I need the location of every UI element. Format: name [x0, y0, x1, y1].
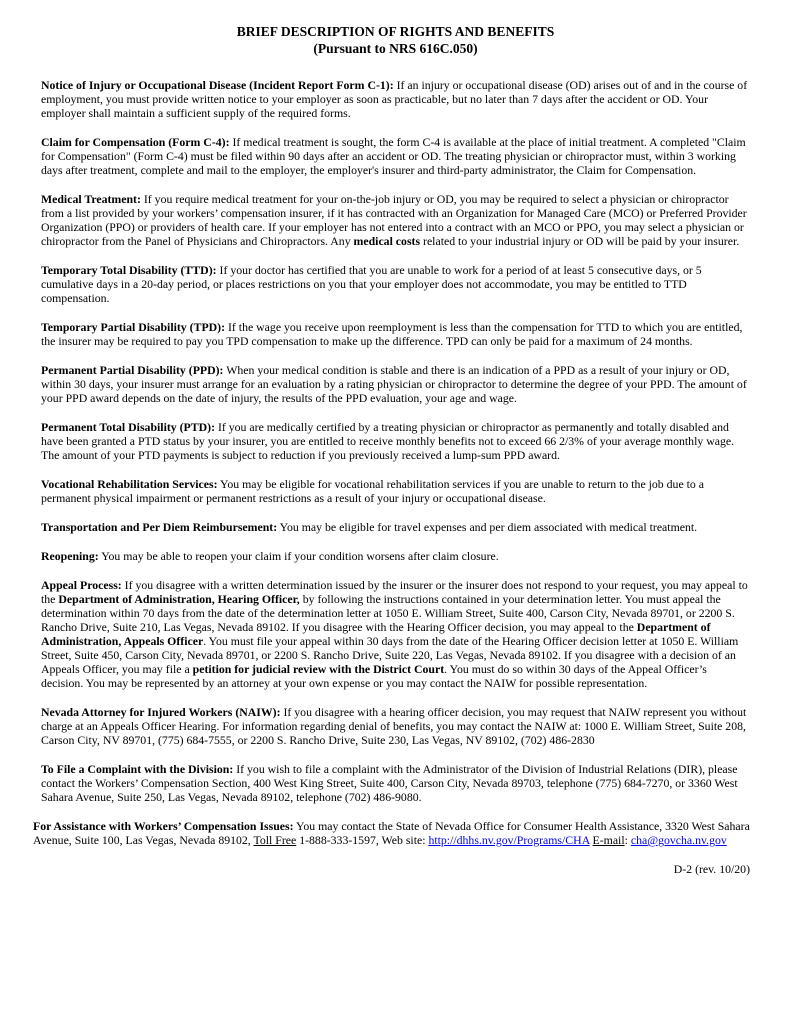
paragraph-permanent-total-disability	[41, 420, 750, 462]
paragraph-reopening	[41, 549, 750, 563]
paragraph-permanent-partial-disability	[41, 363, 750, 405]
text-run: If you require medical treatment for your on-the-job injury or OD, you may be required to select a physician or chiropractor from a list provided by your workers’ compensation insurer, if it has contracted with an Organization for Managed Care (MCO) or Preferred Provider Organization (PPO) or providers of health care. If your employer has not entered into a contract with an MCO or PPO, you may select a physician or chiropractor from the Panel of Physicians and Chiropractors. Any	[41, 192, 747, 248]
run-in-heading: Medical Treatment:	[41, 192, 141, 206]
title-line-1: BRIEF DESCRIPTION OF RIGHTS AND BENEFITS	[236, 24, 555, 39]
text-run: If your doctor has certified that you are unable to work for a period of at least 5 consecutive days, or 5 cumulative days in a 20-day period, or places restrictions on you that your employer does not accommodate, you may be entitled to TTD compensation.	[41, 263, 702, 305]
text-run: If you wish to file a complaint with the Administrator of the Division of Industrial Relations (DIR), please contact the Workers’ Compensation Section, 400 West King Street, Suite 400, Carson City, Nevada 89703, telephone (775) 684-7270, or 3360 West Sahara Avenue, Suite 250, Las Vegas, Nevada 89102, telephone (702) 486-9080.	[41, 762, 738, 804]
title-line-2: (Pursuant to NRS 616C.050)	[313, 41, 478, 56]
paragraph-transportation-per-diem	[41, 520, 750, 534]
run-in-heading: Transportation and Per Diem Reimbursement:	[41, 520, 278, 534]
paragraph-notice-of-injury	[41, 78, 750, 120]
text-run: . You must do so within 30 days of the Appeal Officer’s decision. You may be represented by an attorney at your own expense or you may contact the NAIW for possible representation.	[41, 662, 707, 690]
run-in-heading: Reopening:	[41, 549, 99, 563]
paragraph-medical-treatment	[41, 192, 750, 248]
text-run: . You must file your appeal within 30 days from the date of the Hearing Officer decision letter at 1050 E. William Street, Suite 450, Carson City, Nevada 89701, or 2200 S. Rancho Drive, Suite 220, Las Vegas, Nevada 89102. If you disagree with a decision of an Appeals Officer, you may file a	[41, 634, 739, 676]
paragraph-temporary-partial-disability	[41, 320, 750, 348]
paragraph-file-complaint-division	[41, 762, 750, 804]
paragraph-vocational-rehabilitation	[41, 477, 750, 505]
text-run: You may contact the State of Nevada Office for Consumer Health Assistance, 3320 West Sahara Avenue, Suite 100, Las Vegas, Nevada 89102,	[33, 819, 750, 847]
run-in-heading: Permanent Total Disability (PTD):	[41, 420, 215, 434]
text-run: If you are medically certified by a treating physician or chiropractor as permanently and totally disabled and have been granted a PTD status by your insurer, you are entitled to receive monthly benefits not to exceed 66 2/3% of your average monthly wage. The amount of your PTD payments is subject to reduction if you previously received a lump-sum PPD award.	[41, 420, 735, 462]
cha-email-link[interactable]: cha@govcha.nv.gov	[630, 833, 727, 847]
run-in-heading: petition for judicial review with the District Court	[192, 662, 445, 676]
dhhs-cha-link[interactable]: http://dhhs.nv.gov/Programs/CHA	[428, 833, 590, 847]
run-in-heading: Department of Administration, Hearing Officer,	[58, 592, 300, 606]
text-run: When your medical condition is stable and there is an indication of a PPD as a result of your injury or OD, within 30 days, your insurer must arrange for an evaluation by a rating physician or chiropractor to determine the degree of your PPD. The amount of your PPD award depends on the date of injury, the results of the PPD evaluation, your age and wage.	[41, 363, 747, 405]
text-run: by following the instructions contained in your determination letter. You must appeal the determination within 70 days from the date of the determination letter at 1050 E. William Street, Suite 400, Carson City, Nevada 89701, or 2200 S. Rancho Drive, Suite 210, Las Vegas, Nevada 89102. If you disagree with the Hearing Officer decision, you may appeal to the	[41, 592, 735, 634]
run-in-heading: Temporary Total Disability (TTD):	[41, 263, 217, 277]
run-in-heading: Notice of Injury or Occupational Disease (Incident Report Form C-1):	[41, 78, 394, 92]
text-run: If you disagree with a written determination issued by the insurer or the insurer does not respond to your request, you may appeal to the	[41, 578, 748, 606]
text-run: 1-888-333-1597, Web site:	[296, 833, 429, 847]
run-in-heading: Permanent Partial Disability (PPD):	[41, 363, 224, 377]
text-run: E-mail	[592, 833, 625, 847]
paragraph-nevada-attorney-injured-workers	[41, 705, 750, 747]
document-title	[41, 23, 750, 57]
run-in-heading: Department of Administration, Appeals Officer	[41, 620, 711, 648]
paragraph-assistance-workers-comp-issues	[33, 819, 750, 847]
text-run: If the wage you receive upon reemployment is less than the compensation for TTD to which you are entitled, the insurer may be required to pay you TPD compensation to make up the difference. TPD can only be paid for a maximum of 24 months.	[41, 320, 743, 348]
text-run: If you disagree with a hearing officer decision, you may request that NAIW represent you without charge at an Appeals Officer Hearing. For information regarding denial of benefits, you may contact the NAIW at: 1000 E. William Street, Suite 208, Carson City, NV 89701, (775) 684-7555, or 2200 S. Rancho Drive, Suite 230, Las Vegas, NV 89102, (702) 486-2830	[41, 705, 747, 747]
paragraph-temporary-total-disability	[41, 263, 750, 305]
text-run: If an injury or occupational disease (OD) arises out of and in the course of employment, you must provide written notice to your employer as soon as practicable, but no later than 7 days after the accident or OD. Your employer shall maintain a sufficient supply of the required forms.	[41, 78, 748, 120]
run-in-heading: medical costs	[353, 234, 421, 248]
text-run: Toll Free	[253, 833, 297, 847]
text-run: If medical treatment is sought, the form C-4 is available at the place of initial treatment. A completed "Claim for Compensation" (Form C-4) must be filed within 90 days after an accident or OD. The treating physician or chiropractor must, within 3 working days after treatment, complete and mail to the employer, the employer's insurer and third-party administrator, the Claim for Compensation.	[41, 135, 746, 177]
run-in-heading: For Assistance with Workers’ Compensation Issues:	[33, 819, 294, 833]
text-run: :	[624, 833, 631, 847]
run-in-heading: Nevada Attorney for Injured Workers (NAIW):	[41, 705, 281, 719]
paragraph-claim-for-compensation	[41, 135, 750, 177]
text-run: You may be able to reopen your claim if your condition worsens after claim closure.	[98, 549, 499, 563]
text-run: You may be eligible for travel expenses and per diem associated with medical treatment.	[277, 520, 698, 534]
paragraph-appeal-process	[41, 578, 750, 690]
text-run: You may be eligible for vocational rehabilitation services if you are unable to return to the job due to a permanent physical impairment or permanent restrictions as a result of your injury or occupational disease.	[41, 477, 704, 505]
run-in-heading: Appeal Process:	[41, 578, 122, 592]
run-in-heading: To File a Complaint with the Division:	[41, 762, 234, 776]
run-in-heading: Vocational Rehabilitation Services:	[41, 477, 218, 491]
text-run: related to your industrial injury or OD will be paid by your insurer.	[420, 234, 740, 248]
run-in-heading: Temporary Partial Disability (TPD):	[41, 320, 226, 334]
document-body	[33, 78, 750, 847]
footer-revision-code: D-2 (rev. 10/20)	[673, 862, 750, 876]
run-in-heading: Claim for Compensation (Form C-4):	[41, 135, 230, 149]
